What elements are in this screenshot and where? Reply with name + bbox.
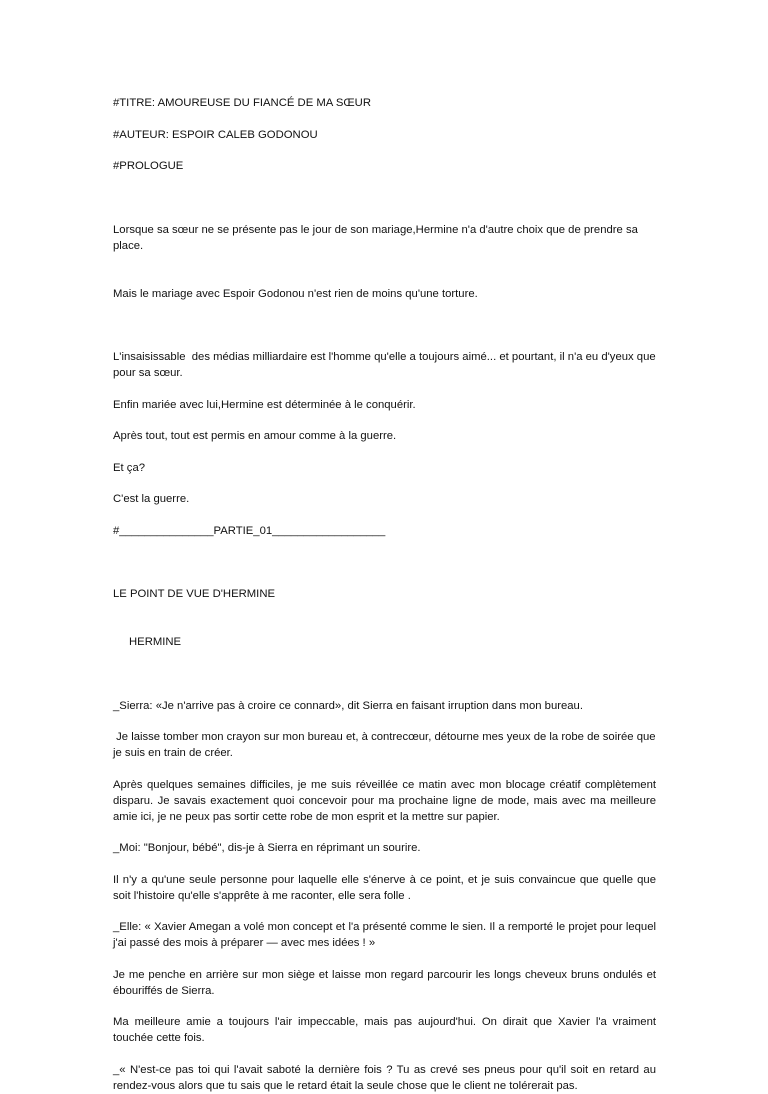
body-paragraph-8: Ma meilleure amie a toujours l'air impeccable, mais pas aujourd'hui. On dirait que Xavier l'a vraiment touchée cette fois.: [113, 1016, 660, 1044]
document-page: [113, 95, 660, 1094]
prologue-paragraph-1: [113, 190, 656, 334]
prologue-paragraph-3: Enfin mariée avec lui,Hermine est déterminée à le conquérir.: [113, 398, 416, 411]
author-line: #AUTEUR: ESPOIR CALEB GODONOU: [113, 128, 318, 141]
body-paragraph-3: Après quelques semaines difficiles, je me suis réveillée ce matin avec mon blocage créatif complètement disparu. Je savais exactement quoi concevoir pour ma prochaine ligne de mode, mais avec ma meilleure amie ici, je ne peux pas sortir cette robe de mon esprit et la mettre sur papier.: [113, 778, 660, 823]
prologue-paragraph-5: Et ça?: [113, 461, 146, 474]
pov-heading-line-2: HERMINE: [129, 636, 182, 648]
prologue-heading: #PROLOGUE: [113, 160, 184, 172]
body-paragraph-4: _Moi: "Bonjour, bébé", dis-je à Sierra en réprimant un sourire.: [113, 842, 421, 854]
body-paragraph-2: Je laisse tomber mon crayon sur mon bureau et, à contrecœur, détourne mes yeux de la robe de soirée que je suis en train de créer.: [113, 731, 659, 759]
prologue-paragraph-4: Après tout, tout est permis en amour comme à la guerre.: [113, 430, 397, 442]
body-paragraph-5: Il n'y a qu'une seule personne pour laquelle elle s'énerve à ce point, et je suis convaincue que quelle que soit l'histoire qu'elle s'apprête à me raconter, elle sera folle .: [113, 873, 660, 902]
body-paragraph-7: Je me penche en arrière sur mon siège et laisse mon regard parcourir les longs cheveux bruns ondulés et ébouriffés de Sierra.: [113, 968, 660, 997]
body-paragraph-9: _« N'est-ce pas toi qui l'avait saboté la dernière fois ? Tu as crevé ses pneus pour qu'il soit en retard au rendez-vous alors que tu sais que le retard était la seule chose que le client ne tolérerait pas.: [113, 1063, 660, 1092]
prologue-paragraph-1-line-2: Mais le mariage avec Espoir Godonou n'est rien de moins qu'une torture.: [113, 287, 478, 300]
prologue-paragraph-1-line-1: Lorsque sa sœur ne se présente pas le jour de son mariage,Hermine n'a d'autre choix que de prendre sa place.: [113, 223, 642, 252]
part-heading: #_______________PARTIE_01__________________: [113, 524, 386, 537]
body-paragraph-6: _Elle: « Xavier Amegan a volé mon concept et l'a présenté comme le sien. Il a remporté le projet pour lequel j'ai passé des mois à préparer — avec mes idées ! »: [113, 921, 660, 949]
title-line: #TITRE: AMOUREUSE DU FIANCÉ DE MA SŒUR: [113, 97, 371, 109]
prologue-paragraph-6: C'est la guerre.: [113, 493, 190, 505]
pov-heading: [113, 554, 656, 682]
body-paragraph-1: _Sierra: «Je n'arrive pas à croire ce connard», dit Sierra en faisant irruption dans mon bureau.: [113, 699, 583, 712]
prologue-paragraph-2: L'insaisissable des médias milliardaire est l'homme qu'elle a toujours aimé... et pourtant, il n'a eu d'yeux que pour sa sœur.: [113, 351, 659, 379]
pov-heading-line-1: LE POINT DE VUE D'HERMINE: [113, 588, 276, 600]
